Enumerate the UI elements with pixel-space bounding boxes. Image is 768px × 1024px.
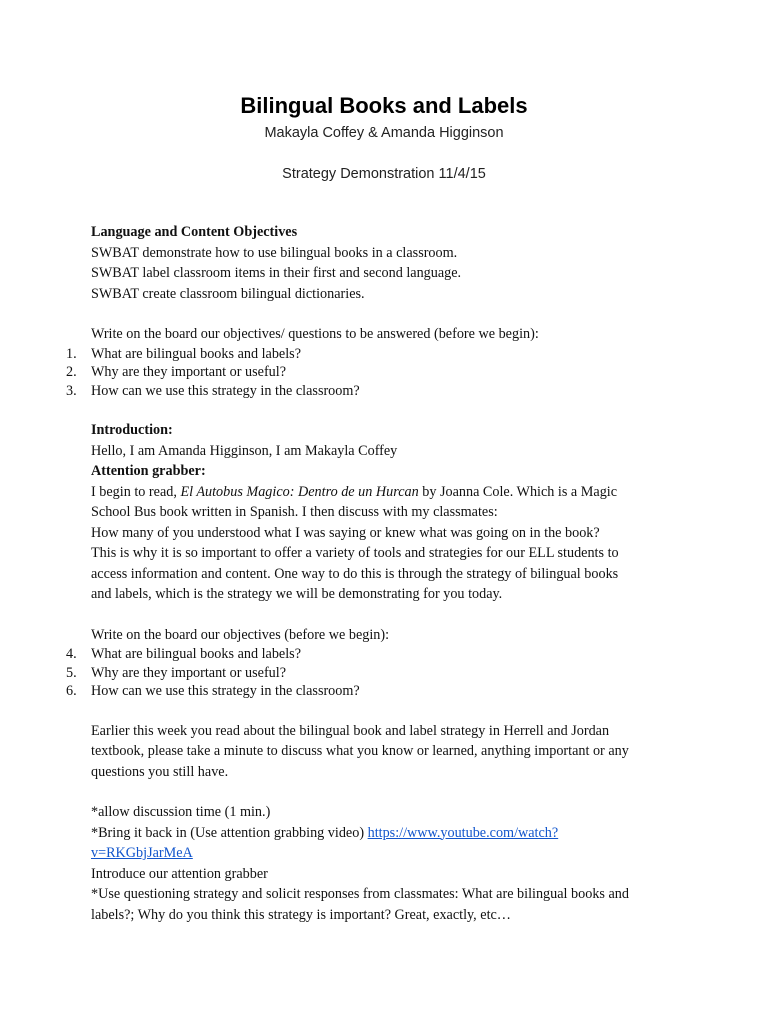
step-line: labels?; Why do you think this strategy is important? Great, exactly, etc… (91, 906, 511, 923)
list-number: 4. (66, 646, 77, 662)
objective-line: SWBAT label classroom items in their first and second language. (91, 265, 462, 281)
paragraph-line: Earlier this week you read about the bilingual book and label strategy in Herrell and Jordan (91, 722, 610, 739)
board-question-list (66, 345, 691, 401)
list-text: What are bilingual books and labels? (91, 345, 301, 362)
paragraph-line: textbook, please take a minute to discuss what you know or learned, anything important or any (91, 743, 629, 759)
step-text: *Bring it back in (Use attention grabbing video) (91, 824, 368, 841)
list-text: Why are they important or useful? (91, 364, 287, 380)
list-item (66, 645, 691, 664)
board-intro: Write on the board our objectives (before we begin): (91, 626, 390, 643)
book-title: El Autobus Magico: Dentro de un Hurcan (180, 483, 419, 500)
board-questions-section (66, 324, 691, 400)
board-intro: Write on the board our objectives/ questions to be answered (before we begin): (91, 326, 539, 342)
paragraph-line: questions you still have. (91, 763, 229, 780)
reading-text: I begin to read, (91, 483, 181, 500)
list-number: 2. (66, 364, 77, 380)
document-subtitle: Strategy Demonstration 11/4/15 (282, 166, 486, 182)
reading-line: School Bus book written in Spanish. I then discuss with my classmates: (91, 504, 498, 520)
list-number: 1. (66, 345, 77, 362)
objective-line: SWBAT demonstrate how to use bilingual books in a classroom. (91, 244, 458, 261)
document-title: Bilingual Books and Labels (240, 93, 528, 118)
objectives-heading: Language and Content Objectives (91, 224, 298, 240)
step-line: *allow discussion time (1 min.) (91, 804, 271, 820)
step-line (91, 823, 691, 844)
list-text: Why are they important or useful? (91, 664, 287, 681)
question-line: How many of you understood what I was saying or knew what was going on in the book? (91, 524, 600, 541)
board-objectives-section (66, 625, 691, 701)
board-objective-list (66, 645, 691, 701)
document-authors: Makayla Coffey & Amanda Higginson (264, 125, 504, 141)
list-item (66, 682, 691, 701)
list-text: How can we use this strategy in the classroom? (91, 683, 360, 699)
objectives-section (91, 222, 691, 304)
list-number: 3. (66, 382, 77, 399)
reading-line (91, 482, 691, 503)
attention-grabber-heading: Attention grabber: (91, 463, 206, 479)
list-number: 6. (66, 683, 77, 699)
list-item (66, 363, 691, 382)
list-number: 5. (66, 664, 77, 681)
list-item (66, 382, 691, 401)
list-item (66, 664, 691, 683)
steps-section (91, 802, 691, 925)
document-body (66, 222, 691, 925)
step-line (91, 843, 691, 864)
objective-line: SWBAT create classroom bilingual dictionaries. (91, 285, 365, 302)
video-link[interactable]: v=RKGbjJarMeA (91, 845, 193, 861)
step-line: Introduce our attention grabber (91, 865, 268, 882)
rationale-line: access information and content. One way to do this is through the strategy of bilingual books (91, 565, 619, 582)
step-line: *Use questioning strategy and solicit responses from classmates: What are bilingual books and (91, 886, 629, 902)
introduction-section (91, 420, 691, 605)
list-text: What are bilingual books and labels? (91, 646, 301, 662)
introduction-heading: Introduction: (91, 422, 173, 438)
reading-text: by Joanna Cole. Which is a Magic (418, 483, 618, 500)
rationale-line: and labels, which is the strategy we will be demonstrating for you today. (91, 586, 503, 602)
earlier-section (91, 721, 691, 783)
list-text: How can we use this strategy in the classroom? (91, 382, 360, 399)
rationale-line: This is why it is so important to offer a variety of tools and strategies for our ELL students to (91, 545, 619, 561)
list-item (66, 345, 691, 364)
video-link[interactable]: https://www.youtube.com/watch? (367, 824, 559, 841)
introduction-greeting: Hello, I am Amanda Higginson, I am Makayla Coffey (91, 442, 398, 459)
